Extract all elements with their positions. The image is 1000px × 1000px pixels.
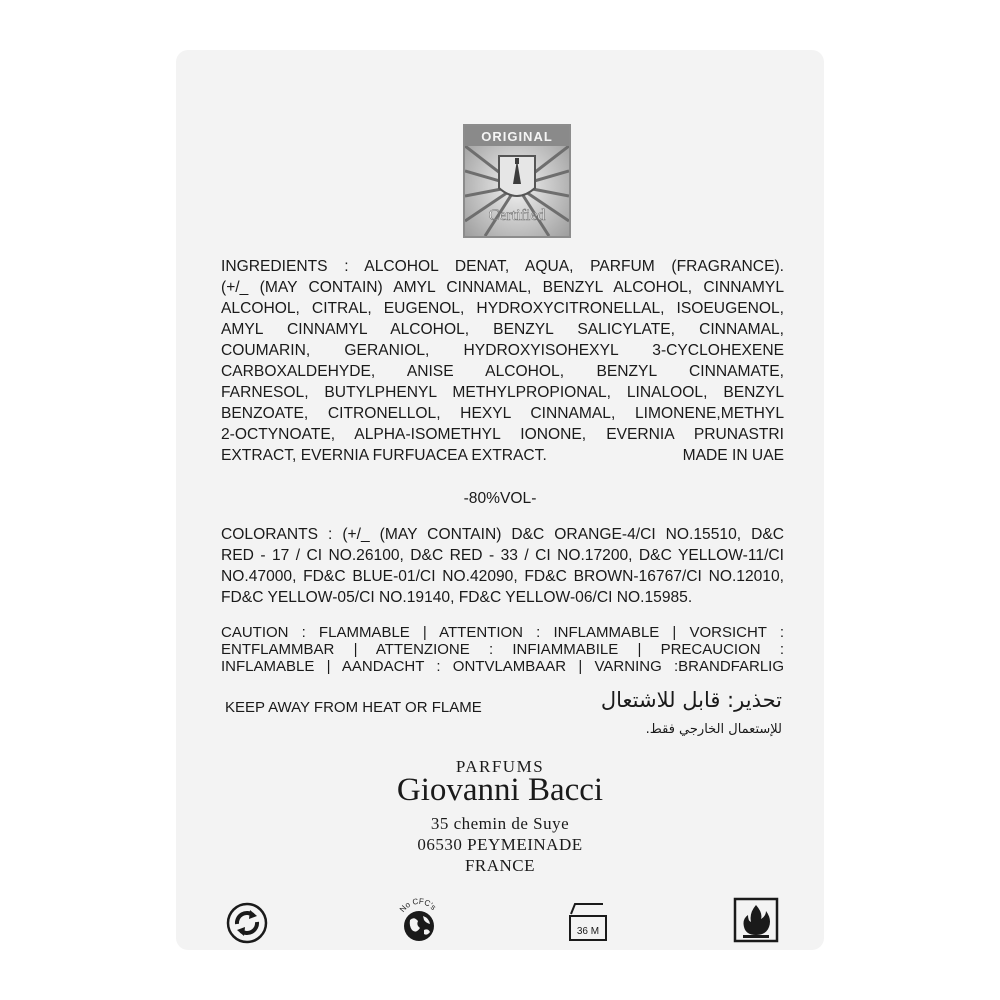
- seal-graphic: [465, 126, 569, 236]
- colorants-line: RED - 17 / CI NO.26100, D&C RED - 33 / CI NO.17200, D&C YELLOW-11/CI: [221, 547, 784, 564]
- caution-line: ENTFLAMMBAR | ATTENZIONE : INFIAMMABILE | PRECAUCION :: [221, 641, 784, 658]
- ingredients-line: COUMARIN, GERANIOL, HYDROXYISOHEXYL 3-CYCLOHEXENE: [221, 342, 784, 359]
- colorants-line: COLORANTS : (+/_ (MAY CONTAIN) D&C ORANGE-4/CI NO.15510, D&C: [221, 526, 784, 543]
- no-cfc-globe-icon: [394, 894, 444, 944]
- address-line: 35 chemin de Suye: [430, 814, 570, 833]
- keep-away-warning: KEEP AWAY FROM HEAT OR FLAME: [225, 699, 482, 716]
- colorants-line: NO.47000, FD&C BLUE-01/CI NO.42090, FD&C BROWN-16767/CI NO.12010,: [221, 568, 784, 585]
- period-after-opening-icon: [565, 900, 611, 944]
- address-line: 06530 PEYMEINADE: [417, 835, 583, 854]
- colorants-block: [221, 524, 784, 608]
- made-in-text: MADE IN UAE: [682, 447, 784, 464]
- recycle-icon: [226, 902, 268, 944]
- ingredients-line: CARBOXALDEHYDE, ANISE ALCOHOL, BENZYL CINNAMATE,: [221, 363, 784, 380]
- arabic-flammable-warning: تحذير: قابل للاشتعال: [600, 688, 782, 712]
- original-certified-seal: [463, 124, 571, 238]
- brand-name: Giovanni Bacci: [396, 772, 604, 808]
- ingredients-line: FARNESOL, BUTYLPHENYL METHYLPROPIONAL, LINALOOL, BENZYL: [221, 384, 784, 401]
- no-cfc-text: No CFC's: [397, 896, 438, 914]
- parfums-label: PARFUMS: [455, 757, 545, 776]
- caution-line: INFLAMABLE | AANDACHT : ONTVLAMBAAR | VARNING :BRANDFARLIG: [221, 658, 784, 675]
- ingredients-line: INGREDIENTS : ALCOHOL DENAT, AQUA, PARFUM (FRAGRANCE).: [221, 258, 784, 275]
- ingredients-block: [221, 256, 784, 466]
- colorants-last-line: FD&C YELLOW-05/CI NO.19140, FD&C YELLOW-06/CI NO.15985.: [221, 589, 693, 606]
- pao-text: 36 M: [576, 926, 600, 937]
- ingredients-line: BENZOATE, CITRONELLOL, HEXYL CINNAMAL, LIMONENE,METHYL: [221, 405, 784, 422]
- ingredients-line: ALCOHOL, CITRAL, EUGENOL, HYDROXYCITRONELLAL, ISOEUGENOL,: [221, 300, 784, 317]
- address-country: FRANCE: [464, 856, 536, 875]
- ingredients-line: AMYL CINNAMYL ALCOHOL, BENZYL SALICYLATE, CINNAMAL,: [221, 321, 784, 338]
- ingredients-line: (+/_ (MAY CONTAIN) AMYL CINNAMAL, BENZYL ALCOHOL, CINNAMYL: [221, 279, 784, 296]
- caution-block: [221, 624, 784, 675]
- seal-top-text: ORIGINAL: [481, 129, 553, 144]
- ingredients-last-row: [221, 445, 784, 466]
- ingredients-line: 2-OCTYNOATE, ALPHA-ISOMETHYL IONONE, EVERNIA PRUNASTRI: [221, 426, 784, 443]
- alcohol-volume: -80%VOL-: [463, 490, 537, 507]
- seal-bottom-text: Certified: [488, 207, 546, 224]
- caution-line: CAUTION : FLAMMABLE | ATTENTION : INFLAMMABLE | VORSICHT :: [221, 624, 784, 641]
- arabic-external-use: للإستعمال الخارجي فقط.: [645, 722, 782, 737]
- ingredients-last-line: EXTRACT, EVERNIA FURFUACEA EXTRACT.: [221, 447, 547, 464]
- flammable-icon: [733, 897, 779, 943]
